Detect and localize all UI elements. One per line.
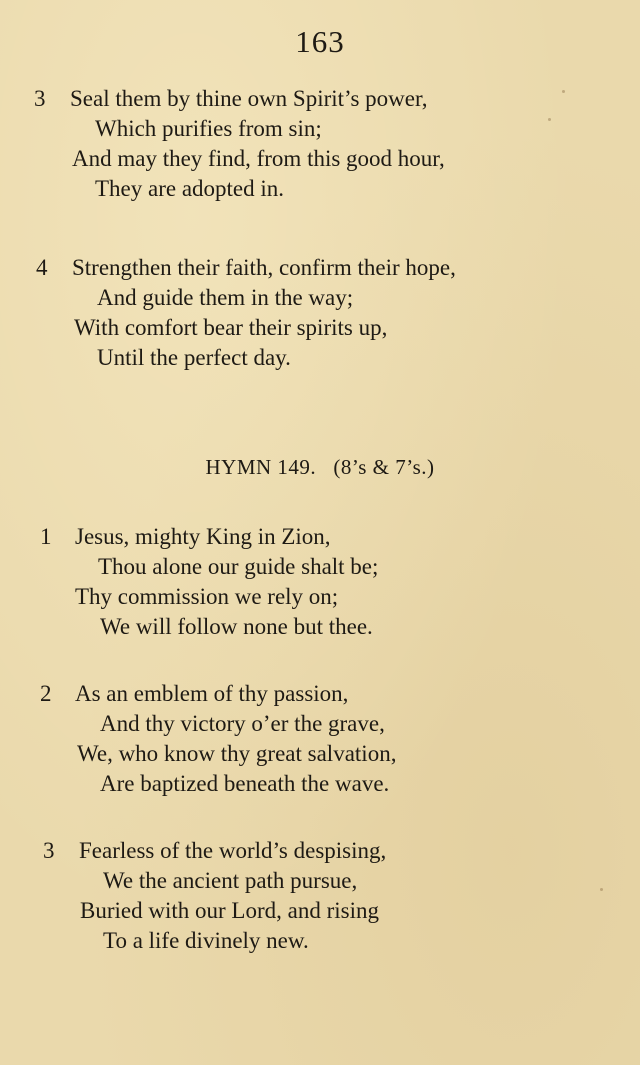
stanza xyxy=(0,84,640,209)
stanza xyxy=(0,679,640,804)
stanza-line: Strengthen their faith, confirm their hope, xyxy=(72,255,456,280)
paper-speck xyxy=(548,118,551,121)
stanza-line: Thy commission we rely on; xyxy=(75,584,339,609)
stanza-line: To a life divinely new. xyxy=(103,928,309,953)
stanza-line: Which purifies from sin; xyxy=(95,116,322,141)
stanza-line: We, who know thy great salvation, xyxy=(77,741,397,766)
stanza-number: 3 xyxy=(34,86,46,111)
hymn-meter: (8’s & 7’s.) xyxy=(333,455,435,479)
stanza-line: Buried with our Lord, and rising xyxy=(80,898,379,923)
hymn-title: HYMN 149. xyxy=(205,455,317,479)
paper-speck xyxy=(600,888,603,891)
stanza-line: Seal them by thine own Spirit’s power, xyxy=(70,86,428,111)
stanza-number: 1 xyxy=(40,524,52,549)
stanza xyxy=(0,253,640,378)
stanza-line: As an emblem of thy passion, xyxy=(75,681,349,706)
stanza-line: And may they find, from this good hour, xyxy=(72,146,445,171)
page-number: 163 xyxy=(295,24,345,59)
stanza-line: And thy victory o’er the grave, xyxy=(100,711,385,736)
stanza-line: Thou alone our guide shalt be; xyxy=(98,554,379,579)
stanza xyxy=(0,522,640,647)
stanza-line: Fearless of the world’s despising, xyxy=(79,838,387,863)
stanza-number: 4 xyxy=(36,255,48,280)
paper-speck xyxy=(562,90,565,93)
stanza xyxy=(0,836,640,961)
stanza-line: And guide them in the way; xyxy=(97,285,354,310)
stanza-line: Until the perfect day. xyxy=(97,345,291,370)
stanza-line: Are baptized beneath the wave. xyxy=(100,771,390,796)
stanza-line: They are adopted in. xyxy=(95,176,285,201)
stanza-line: We will follow none but thee. xyxy=(100,614,373,639)
stanza-line: We the ancient path pursue, xyxy=(103,868,358,893)
hymn-heading xyxy=(0,455,640,480)
stanza-line: With comfort bear their spirits up, xyxy=(74,315,388,340)
stanza-number: 3 xyxy=(43,838,55,863)
stanza-number: 2 xyxy=(40,681,52,706)
stanza-line: Jesus, mighty King in Zion, xyxy=(75,524,331,549)
